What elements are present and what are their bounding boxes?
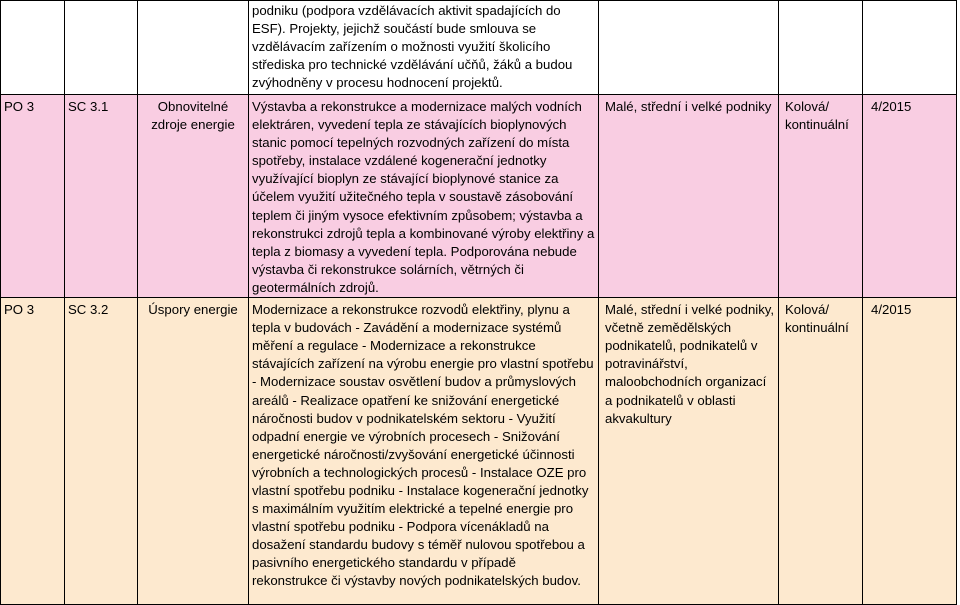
cell-sc-empty	[65, 1, 138, 95]
cell-sc: SC 3.2	[65, 298, 138, 605]
cell-date-empty	[863, 1, 957, 95]
cell-recipients: Malé, střední i velké podniky, včetně zemědělských podnikatelů, podnikatelů v potravinářství, maloobchodních organizací a podnikatelů v oblasti akvakultury	[599, 298, 779, 605]
table-row-continuation	[1, 1, 957, 95]
cell-date: 4/2015	[863, 298, 957, 605]
table-row	[1, 95, 957, 298]
cell-po: PO 3	[1, 95, 65, 298]
cell-description-continuation: podniku (podpora vzdělávacích aktivit spadajících do ESF). Projekty, jejichž součástí bude smlouva se vzdělávacím zařízením o možnosti využití školicího střediska pro technické vzdělávání učňů, žáků a budou zvýhodněny v procesu hodnocení projektů.	[249, 1, 599, 95]
cell-name: Obnovitelné zdroje energie	[138, 95, 249, 298]
cell-name-empty	[138, 1, 249, 95]
cell-call-type: Kolová/ kontinuální	[779, 95, 863, 298]
cell-sc: SC 3.1	[65, 95, 138, 298]
cell-description: Modernizace a rekonstrukce rozvodů elektřiny, plynu a tepla v budovách - Zavádění a modernizace systémů měření a regulace - Modernizace a rekonstrukce stávajících zařízení na výrobu energie pro vlastní spotřebu - Modernizace soustav osvětlení budov a průmyslových areálů - Realizace opatření ke snižování energetické náročnosti budov v podnikatelském sektoru - Využití odpadní energie ve výrobních procesech - Snižování energetické náročnosti/zvyšování energetické účinnosti výrobních a technologických procesů - Instalace OZE pro vlastní spotřebu podniku - Instalace kogenerační jednotky s maximálním využitím elektrické a tepelné energie pro vlastní spotřebu podniku - Podpora vícenákladů na dosažení standardu budovy s téměř nulovou spotřebou a pasivního energetického standardu v případě rekonstrukce či výstavby nových podnikatelských budov.	[249, 298, 599, 605]
table-row	[1, 298, 957, 605]
cell-date: 4/2015	[863, 95, 957, 298]
cell-call-type-empty	[779, 1, 863, 95]
cell-po: PO 3	[1, 298, 65, 605]
cell-call-type: Kolová/ kontinuální	[779, 298, 863, 605]
cell-po-empty	[1, 1, 65, 95]
cell-recipients-empty	[599, 1, 779, 95]
cell-recipients: Malé, střední i velké podniky	[599, 95, 779, 298]
cell-description: Výstavba a rekonstrukce a modernizace malých vodních elektráren, vyvedení tepla ze stávajících bioplynových stanic pomocí tepelných rozvodných zařízení do místa spotřeby, instalace vzdálené kogenerační jednotky využívající bioplyn ze stávající bioplynové stanice za účelem využití užitečného tepla v soustavě zásobování teplem či jiným vysoce efektivním způsobem; výstavba a rekonstrukci zdrojů tepla a kombinované výroby elektřiny a tepla z biomasy a vyvedení tepla. Podporována nebude výstavba či rekonstrukce solárních, větrných či geotermálních zdrojů.	[249, 95, 599, 298]
cell-name: Úspory energie	[138, 298, 249, 605]
